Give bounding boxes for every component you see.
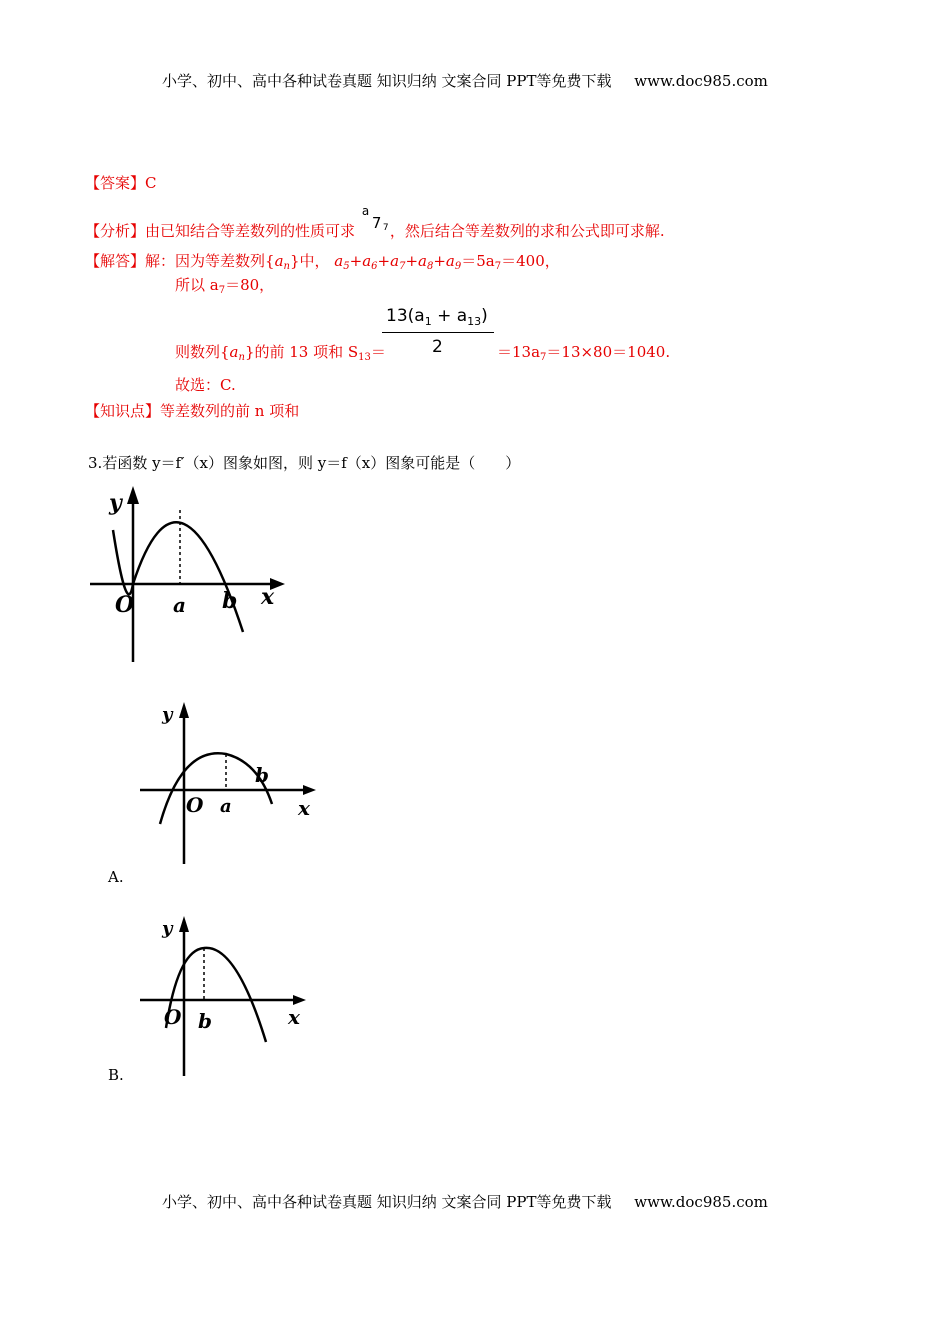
option-a-graph xyxy=(138,696,318,868)
solution-line-1: 【解答】解：因为等差数列$\{a_n\}$中， $a_5+a_6+a_7+a_8+a_9=5a_7=400$， xyxy=(85,252,560,272)
solution-eq1: ＝5a xyxy=(461,252,495,270)
solution-line3-eq: ＝ xyxy=(370,343,386,361)
answer-line xyxy=(85,172,157,193)
label-b: b xyxy=(198,1009,212,1033)
label-y: y xyxy=(162,918,173,939)
label-b: b xyxy=(222,588,238,614)
footer-title: 小学、初中、高中各种试卷真题 知识归纳 文案合同 PPT等免费下载 xyxy=(162,1193,612,1211)
option-b-graph xyxy=(138,910,318,1080)
x-axis-arrow xyxy=(303,785,316,795)
label-y: y xyxy=(109,490,122,516)
label-x: x xyxy=(261,584,275,610)
page-footer xyxy=(162,1191,768,1212)
label-a: a xyxy=(220,796,232,817)
analysis-tag: 【分析】 xyxy=(85,222,146,240)
solution-line3: 则数列{ xyxy=(175,343,230,361)
knowledge-text: 等差数列的前 n 项和 xyxy=(160,402,300,420)
solution-result: $=13a_7=13\times 80=1040$. xyxy=(497,343,671,363)
solution-tag: 【解答】 xyxy=(85,252,146,270)
header-title: 小学、初中、高中各种试卷真题 知识归纳 文案合同 PPT等免费下载 xyxy=(162,72,612,90)
derivative-graph xyxy=(85,480,285,670)
knowledge-line xyxy=(85,400,299,421)
option-b-label[interactable]: B. xyxy=(108,1066,124,1084)
solution-lead-end: }中， xyxy=(289,252,330,270)
solution-conclusion: 故选：C. xyxy=(175,376,236,394)
label-o: O xyxy=(164,1005,182,1029)
y-axis-arrow xyxy=(179,702,189,718)
fraction-bar xyxy=(382,332,494,333)
analysis-line xyxy=(85,204,665,241)
label-a: a xyxy=(173,593,186,617)
solution-line-2: 所以 $a_7=80$， xyxy=(175,276,275,296)
y-axis-arrow xyxy=(127,486,139,504)
answer-value: C xyxy=(145,174,157,192)
fraction-numerator: $13(a_1 + a_{13})$ xyxy=(386,306,488,328)
solution-eq1-end: ＝400， xyxy=(501,252,560,270)
label-y: y xyxy=(162,704,173,725)
solution-line3-mid: }的前 13 项和 S xyxy=(244,343,359,361)
label-b: b xyxy=(255,763,269,787)
page-header xyxy=(162,70,768,91)
header-site[interactable]: www.doc985.com xyxy=(634,72,768,90)
analysis-text-after: ，然后结合等差数列的求和公式即可求解. xyxy=(389,222,665,240)
knowledge-tag: 【知识点】 xyxy=(85,402,161,420)
solution-line-3: 则数列$\{a_n\}$的前 13 项和 $S_{13}=$ xyxy=(175,343,386,363)
fraction-denominator: 2 xyxy=(432,337,443,357)
label-x: x xyxy=(288,1005,300,1029)
solution-line2: 所以 a xyxy=(175,276,219,294)
question-text: 若函数 y＝f′（x）图象如图，则 y＝f（x）图象可能是（ ） xyxy=(102,454,521,472)
option-a-label[interactable]: A. xyxy=(108,868,124,886)
answer-tag: 【答案】 xyxy=(85,174,146,192)
label-x: x xyxy=(298,796,310,820)
analysis-text-before: 由已知结合等差数列的性质可求 xyxy=(145,222,356,240)
question-number: 3. xyxy=(88,454,103,472)
label-o: O xyxy=(186,793,204,817)
y-axis-arrow xyxy=(179,916,189,932)
solution-line2-end: ＝80， xyxy=(225,276,275,294)
solution-lead: 解：因为等差数列{ xyxy=(145,252,275,270)
x-axis-arrow xyxy=(293,995,306,1005)
analysis-a7-term: a 7 7 xyxy=(361,204,389,233)
label-o: O xyxy=(115,592,135,618)
footer-site[interactable]: www.doc985.com xyxy=(634,1193,768,1211)
question-line xyxy=(88,452,520,473)
